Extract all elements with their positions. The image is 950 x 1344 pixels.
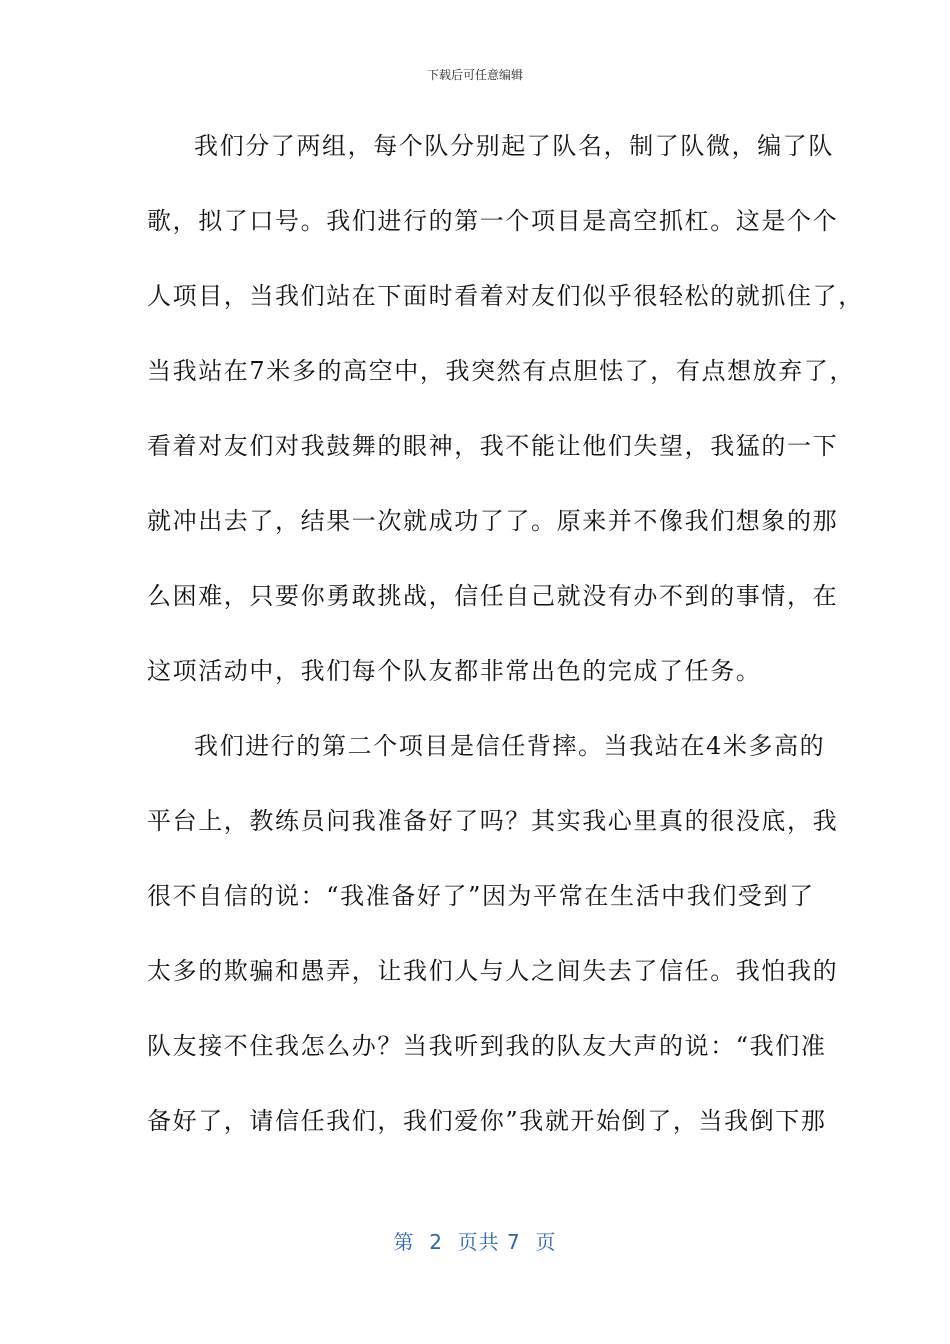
page-number-footer xyxy=(0,1226,950,1255)
text-line: 太多的欺骗和愚弄，让我们人与人之间失去了信任。我怕我的 xyxy=(147,957,839,985)
text-line: 很不自信的说：“我准备好了”因为平常在生活中我们受到了 xyxy=(147,882,815,910)
text-line: 歌，拟了口号。我们进行的第一个项目是高空抓杠。这是个个 xyxy=(147,207,839,235)
text-line: 备好了，请信任我们，我们爱你”我就开始倒了，当我倒下那 xyxy=(147,1107,827,1135)
text-line: 我们进行的第二个项目是信任背摔。当我站在4米多高的 xyxy=(194,732,826,760)
text-line: 平台上，教练员问我准备好了吗？其实我心里真的很没底，我 xyxy=(147,807,839,835)
text-line: 当我站在7米多的高空中，我突然有点胆怯了，有点想放弃了， xyxy=(147,357,856,385)
text-line: 看着对友们对我鼓舞的眼神，我不能让他们失望，我猛的一下 xyxy=(147,432,839,460)
text-line: 队友接不住我怎么办？当我听到我的队友大声的说：“我们准 xyxy=(147,1032,827,1060)
text-line: 我们分了两组，每个队分别起了队名，制了队微，编了队 xyxy=(194,132,834,160)
text-line: 么困难，只要你勇敢挑战，信任自己就没有办不到的事情，在 xyxy=(147,582,839,610)
text-line: 就冲出去了，结果一次就成功了了。原来并不像我们想象的那 xyxy=(147,507,839,535)
text-line: 人项目，当我们站在下面时看着对友们似乎很轻松的就抓住了， xyxy=(147,282,864,310)
page-number-text: 第 2 页共 7 页 xyxy=(393,1230,557,1254)
page-header-note: 下载后可任意编辑 xyxy=(426,68,523,82)
text-line: 这项活动中，我们每个队友都非常出色的完成了任务。 xyxy=(147,657,762,685)
